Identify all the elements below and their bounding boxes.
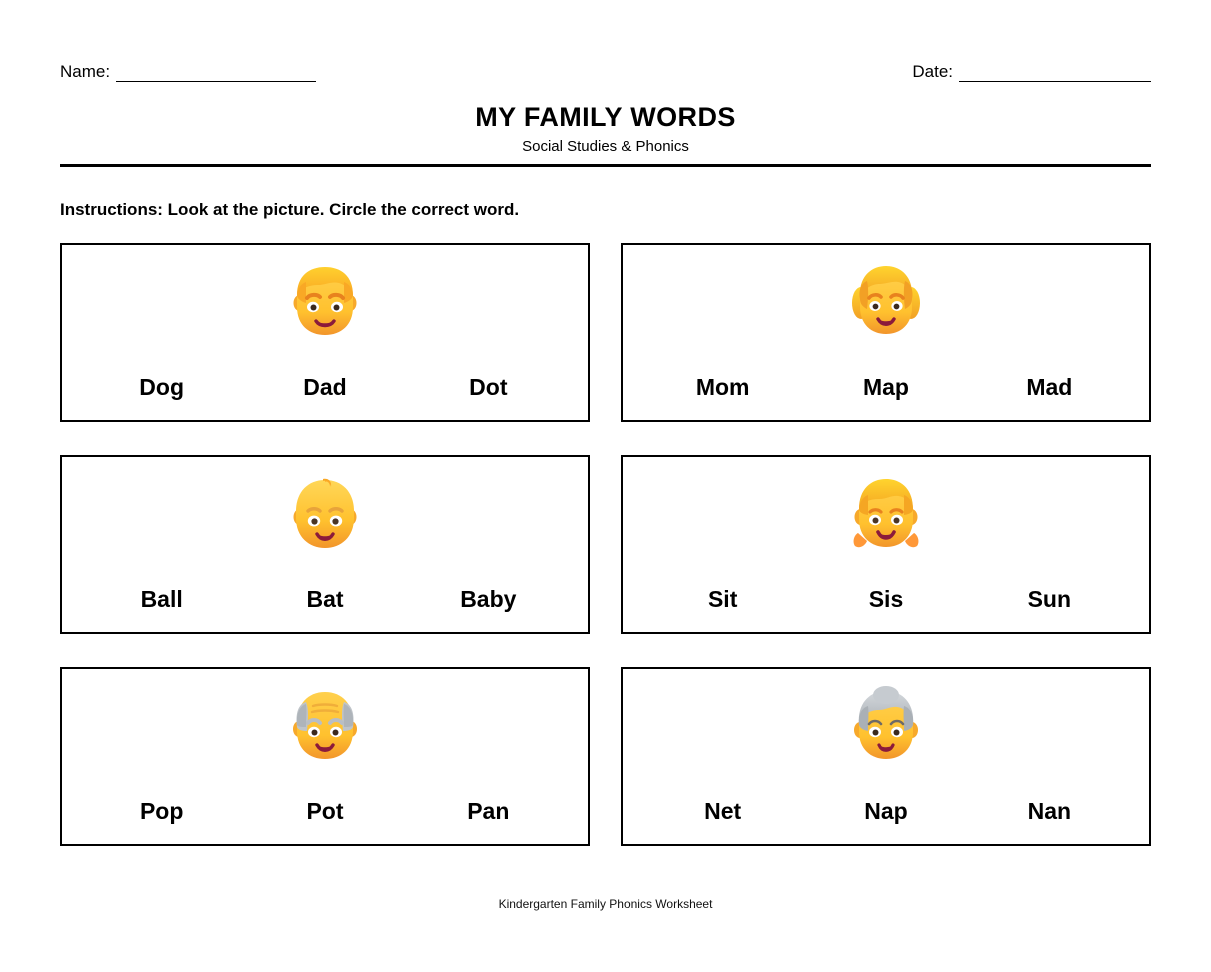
older-woman-face-emoji	[848, 685, 924, 765]
question-picture	[287, 258, 363, 344]
choice-row	[62, 374, 588, 401]
date-write-line[interactable]	[959, 65, 1151, 82]
question-picture	[848, 470, 924, 556]
question-picture	[848, 682, 924, 768]
choice-option[interactable]: Sun	[1027, 586, 1072, 612]
footer-text: Kindergarten Family Phonics Worksheet	[498, 897, 713, 911]
choice-option[interactable]: Dad	[303, 374, 347, 400]
choice-option[interactable]: Nap	[864, 798, 908, 824]
choice-option[interactable]: Sis	[868, 586, 904, 612]
question-picture	[848, 258, 924, 344]
question-box[interactable]	[60, 455, 590, 634]
choice-option[interactable]: Bat	[306, 586, 344, 612]
question-box[interactable]	[60, 667, 590, 846]
choice-row	[623, 798, 1149, 825]
choice-option[interactable]: Dog	[139, 374, 185, 400]
choice-option[interactable]: Net	[704, 798, 742, 824]
choice-option[interactable]: Sit	[707, 586, 738, 612]
choice-option[interactable]: Baby	[460, 586, 517, 612]
header-divider	[60, 164, 1151, 167]
questions-grid	[60, 243, 1151, 846]
choice-option[interactable]: Mom	[695, 374, 750, 400]
girl-face-emoji	[848, 473, 924, 553]
woman-face-emoji	[848, 261, 924, 341]
choice-row	[62, 586, 588, 613]
choice-row	[62, 798, 588, 825]
baby-face-emoji	[287, 473, 363, 553]
name-label: Name:	[60, 62, 111, 81]
choice-row	[623, 374, 1149, 401]
student-info-row	[60, 56, 1151, 82]
choice-option[interactable]: Pot	[306, 798, 344, 824]
question-box[interactable]	[621, 455, 1151, 634]
page-subtitle: Social Studies & Phonics	[522, 138, 689, 155]
choice-option[interactable]: Map	[862, 374, 909, 400]
choice-option[interactable]: Dot	[469, 374, 508, 400]
question-picture	[287, 682, 363, 768]
question-box[interactable]	[60, 243, 590, 422]
question-picture	[287, 470, 363, 556]
date-label: Date:	[912, 62, 953, 81]
name-write-line[interactable]	[116, 65, 316, 82]
choice-option[interactable]: Mad	[1026, 374, 1073, 400]
page-title: MY FAMILY WORDS	[475, 102, 736, 132]
question-box[interactable]	[621, 667, 1151, 846]
question-box[interactable]	[621, 243, 1151, 422]
choice-option[interactable]: Pan	[467, 798, 510, 824]
man-face-emoji	[287, 261, 363, 341]
choice-option[interactable]: Pop	[139, 798, 184, 824]
name-field[interactable]	[60, 62, 316, 82]
date-field[interactable]	[912, 62, 1151, 82]
choice-option[interactable]: Nan	[1027, 798, 1072, 824]
older-man-face-emoji	[287, 685, 363, 765]
choice-row	[623, 586, 1149, 613]
choice-option[interactable]: Ball	[140, 586, 183, 612]
instructions-text: Instructions: Look at the picture. Circle the correct word.	[60, 200, 520, 219]
